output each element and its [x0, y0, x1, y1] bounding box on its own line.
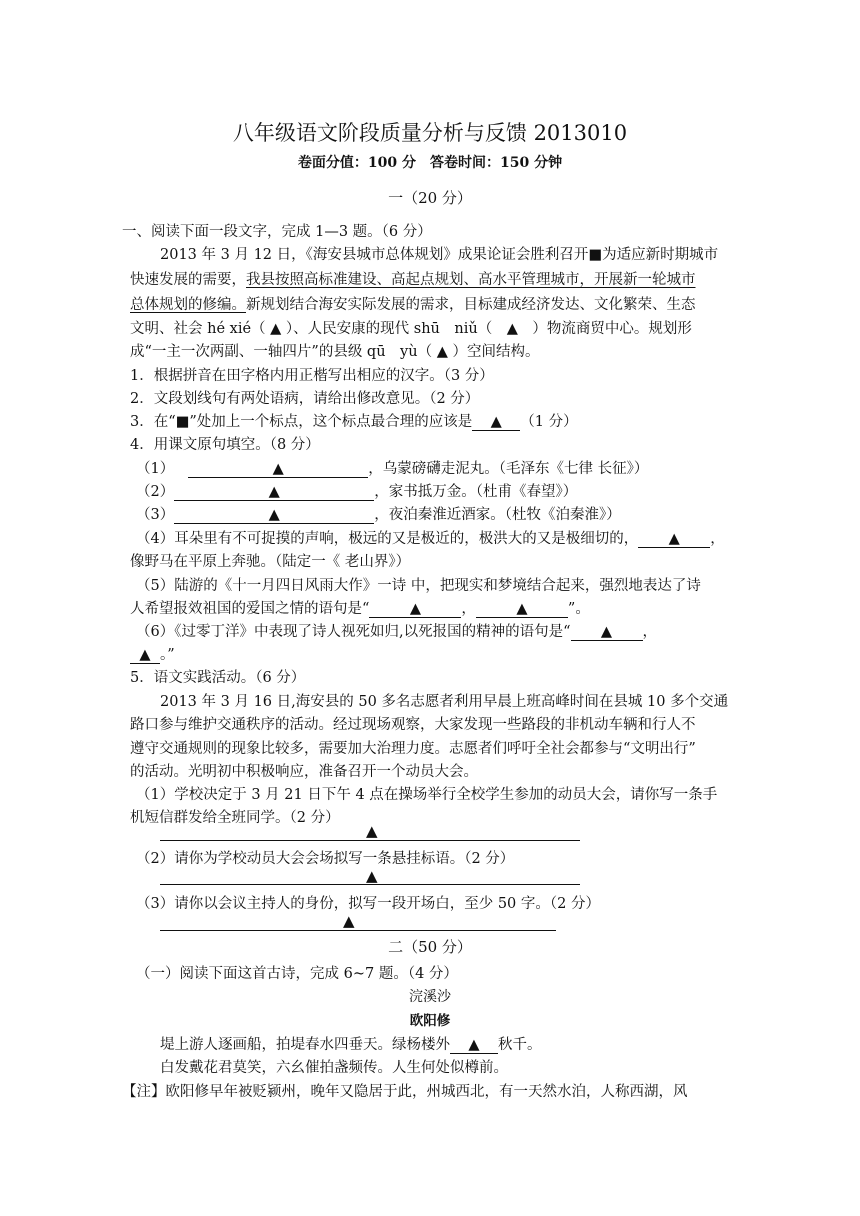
question-2: 2．文段划线句有两处语病，请给出修改意见。（2 分） [130, 391, 480, 407]
poem-intro: （一）阅读下面这首古诗，完成 6~7 题。（4 分） [136, 966, 458, 982]
fill-item-6 [136, 620, 657, 641]
underlined-sentence: 总体规划的修编。 [130, 297, 246, 313]
passage-line [130, 268, 696, 289]
underlined-sentence: 我县按照高标准建设、高起点规划、高水平管理城市，开展新一轮城市 [246, 272, 696, 288]
answer-blank[interactable]: ▲ [476, 601, 568, 618]
item-text: （4）耳朵里有不可捉摸的声响，极远的又是极近的，极洪大的又是极细切的， [136, 531, 639, 547]
answer-line[interactable] [160, 930, 556, 931]
passage-line: 文明、社会 hé xié（ ▲ ）、人民安康的现代 shū niǔ（ ▲ ）物流商贸中心。规划形 [130, 321, 692, 337]
poem-text: 秋千。 [498, 1037, 542, 1053]
item-text: ，乌蒙磅礴走泥丸。（毛泽东《七律 长征》） [368, 461, 649, 477]
punctuation: 。” [160, 647, 175, 663]
fill-item-5-cont [130, 597, 590, 618]
practice-question-1: （1）学校决定于 3 月 21 日下午 4 点在操场举行全校学生参加的动员大会，请你写一条手 [136, 787, 718, 803]
fill-item-5: （5）陆游的《十一月四日风雨大作》一诗 中，把现实和梦境结合起来，强烈地表达了诗 [136, 578, 701, 594]
section-two-heading: 二（50 分） [388, 938, 472, 956]
answer-line[interactable] [160, 884, 580, 885]
punctuation: ， [642, 624, 657, 640]
answer-blank[interactable]: ▲ [450, 1037, 498, 1054]
punctuation: ”。 [567, 601, 590, 617]
answer-blank[interactable]: ▲ [571, 624, 643, 641]
poem-text: 堤上游人逐画船，拍堤春水四垂天。绿杨楼外 [160, 1037, 450, 1053]
fill-item-1 [136, 457, 648, 478]
item-number: （2） [136, 484, 175, 500]
item-number: （1） [136, 461, 175, 477]
fill-item-2 [136, 480, 577, 501]
fill-item-3 [136, 503, 621, 524]
section-one-heading: 一（20 分） [388, 189, 472, 207]
answer-blank[interactable]: ▲ [188, 461, 368, 478]
question-1: 1．根据拼音在田字格内用正楷写出相应的汉字。（3 分） [130, 368, 494, 384]
question-3 [130, 410, 578, 431]
answer-blank[interactable]: ▲ [472, 414, 520, 431]
answer-blank[interactable]: ▲ [130, 647, 160, 664]
poem-line: 白发戴花君莫笑，六幺催拍盏频传。人生何处似樽前。 [160, 1060, 508, 1076]
answer-blank[interactable]: ▲ [174, 507, 374, 524]
practice-question-1-cont: 机短信群发给全班同学。（2 分） [130, 810, 340, 826]
item-text: ，夜泊秦淮近酒家。（杜牧《泊秦淮》） [374, 507, 621, 523]
practice-passage-line: 遵守交通规则的现象比较多，需要加大治理力度。志愿者们呼吁全社会都参与“文明出行” [130, 741, 696, 757]
poem-title: 浣溪沙 [409, 989, 451, 1005]
fill-item-4 [136, 527, 725, 548]
punctuation: ， [710, 531, 725, 547]
item-text: ，家书抵万金。（杜甫《春望》） [374, 484, 578, 500]
passage-text: 新规划结合海安实际发展的需求，目标建成经济发达、文化繁荣、生态 [246, 297, 696, 313]
practice-passage-line: 路口参与维护交通秩序的活动。经过现场观察，大家发现一些路段的非机动车辆和行人不 [130, 717, 696, 733]
poem-line [160, 1033, 542, 1054]
fill-item-4-cont: 像野马在平原上奔驰。（陆定一《 老山界》） [130, 554, 411, 570]
item-text: （6）《过零丁洋》中表现了诗人视死如归,以死报国的精神的语句是“ [136, 624, 571, 640]
answer-blank[interactable]: ▲ [638, 531, 710, 548]
practice-passage-line: 2013 年 3 月 16 日,海安县的 50 多名志愿者利用早晨上班高峰时间在县城 10 多个交通 [160, 694, 729, 710]
question-score: （1 分） [520, 414, 578, 430]
answer-blank[interactable]: ▲ [174, 484, 374, 501]
fill-item-6-cont [130, 643, 175, 664]
practice-question-2: （2）请你为学校动员大会会场拟写一条悬挂标语。（2 分） [136, 851, 515, 867]
poem-note: 【注】欧阳修早年被贬颍州，晚年又隐居于此，州城西北，有一天然水泊，人称西湖，风 [122, 1084, 688, 1100]
item-number: （3） [136, 507, 175, 523]
question-4: 4．用课文原句填空。（8 分） [130, 437, 320, 453]
answer-marker: ▲ [366, 867, 378, 885]
passage-text: 快速发展的需要， [130, 272, 246, 288]
passage-line: 成“一主一次两副、一轴四片”的县级 qū yù（ ▲ ）空间结构。 [130, 344, 540, 360]
item-text: 人希望报效祖国的爱国之情的语句是“ [130, 601, 370, 617]
page-subtitle: 卷面分值：100 分 答卷时间：150 分钟 [297, 155, 563, 171]
question-intro: 一、阅读下面一段文字，完成 1—3 题。（6 分） [122, 224, 432, 240]
passage-line: 2013 年 3 月 12 日，《海安县城市总体规划》成果论证会胜利召开■为适应新时期城市 [160, 247, 719, 263]
question-text: 3．在“■”处加上一个标点，这个标点最合理的应该是 [130, 414, 473, 430]
question-5: 5．语文实践活动。（6 分） [130, 670, 306, 686]
answer-blank[interactable]: ▲ [369, 601, 461, 618]
poem-author: 欧阳修 [409, 1013, 451, 1029]
page-title: 八年级语文阶段质量分析与反馈 2013010 [232, 121, 628, 145]
answer-marker: ▲ [366, 822, 378, 840]
answer-line[interactable] [160, 840, 580, 841]
punctuation: ， [461, 601, 476, 617]
practice-passage-line: 的活动。光明初中积极响应，准备召开一个动员大会。 [130, 764, 478, 780]
passage-line [130, 293, 696, 314]
practice-question-3: （3）请你以会议主持人的身份，拟写一段开场白，至少 50 字。（2 分） [136, 896, 600, 912]
answer-marker: ▲ [343, 912, 355, 930]
